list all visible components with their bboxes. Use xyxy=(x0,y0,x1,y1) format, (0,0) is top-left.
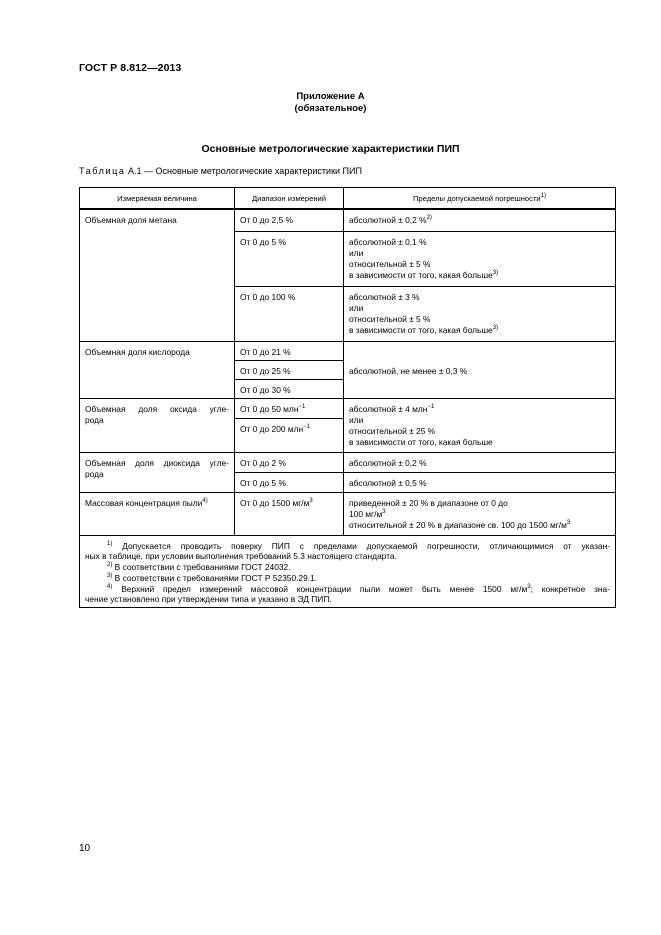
table-caption-number: А.1 xyxy=(128,166,142,176)
cell-oxygen-range-1: От 0 до 21 % xyxy=(235,341,344,360)
cell-oxygen-range-3: От 0 до 30 % xyxy=(235,379,344,398)
cell-co-error: абсолютной ± 4 млн$^{-1}$ или относительной ± 25 % в зависимости от того, какая больше xyxy=(344,398,616,452)
cell-co-range-2: От 0 до 200 млн$^{-1}$ xyxy=(235,418,344,452)
cell-methane-name: Объемная доля метана xyxy=(80,209,235,341)
note-1: $^{1)}$ Допускается проводить поверку ПИП с пределами допускаемой погрешности, отличающимися от указан- xyxy=(107,540,610,551)
table-header-row xyxy=(80,188,616,210)
table-row xyxy=(80,341,616,360)
appendix-subtitle: (обязательное) xyxy=(294,103,367,114)
cell-co2-range-2: От 0 до 5 % xyxy=(235,472,344,492)
page-number: 10 xyxy=(79,843,91,854)
cell-co2-range-1: От 0 до 2 % xyxy=(235,452,344,472)
table-row xyxy=(80,492,616,535)
appendix-heading xyxy=(0,91,661,115)
cell-co2-error-1: абсолютной ± 0,2 % xyxy=(344,452,616,472)
cell-dust-range: От 0 до 1500 $мг/м^3$ xyxy=(235,492,344,535)
header-error-limits: Пределы допускаемой погрешности$^{1)}$ xyxy=(344,188,616,210)
appendix-title: Приложение А xyxy=(296,91,365,102)
section-title: Основные метрологические характеристики ПИП xyxy=(201,143,460,155)
note-1-continued: ных в таблице, при условии выполнения требований 5.3 настоящего стандарта. xyxy=(85,551,397,562)
cell-methane-range-1: От 0 до 2,5 % xyxy=(235,209,344,231)
cell-dust-name: Массовая концентрация пыли$^{4)}$ xyxy=(80,492,235,535)
document-code: ГОСТ Р 8.812—2013 xyxy=(79,62,182,74)
cell-co2-error-2: абсолютной ± 0,5 % xyxy=(344,472,616,492)
header-range: Диапазон измерений xyxy=(235,188,344,210)
cell-oxygen-name: Объемная доля кислорода xyxy=(80,341,235,398)
cell-dust-error: приведенной ± 20 % в диапазоне от 0 до 100 $мг/м^3$ относительной ± 20 % в диапазоне св. 100 до 1500 $мг/м^3$ xyxy=(344,492,616,535)
table-notes-row xyxy=(80,535,616,608)
table-row xyxy=(80,452,616,472)
cell-methane-range-2: От 0 до 5 % xyxy=(235,231,344,286)
cell-methane-error-1: абсолютной ± 0,2 %$^{2)}$ xyxy=(344,209,616,231)
note-2: $^{2)}$ В соответствии с требованиями ГОСТ 24032. xyxy=(107,562,291,573)
cell-methane-error-3: абсолютной ± 3 % или относительной ± 5 % в зависимости от того, какая больше$^{3)}$ xyxy=(344,286,616,341)
table-notes xyxy=(80,535,616,608)
cell-oxygen-error: абсолютной, не менее ± 0,3 % xyxy=(344,341,616,398)
table-caption-prefix: Таблица xyxy=(79,166,126,176)
note-3: $^{3)}$ В соответствии с требованиями ГОСТ Р 52350.29.1. xyxy=(107,572,318,583)
note-4-continued: чение установлено при утверждении типа и указано в ЭД ПИП. xyxy=(85,594,332,605)
table-caption-text: — Основные метрологические характеристики ПИП xyxy=(144,166,362,176)
metrology-table xyxy=(79,187,616,608)
table-caption xyxy=(79,166,362,176)
table-row xyxy=(80,209,616,231)
cell-co-name: Объемная доля оксида угле- рода xyxy=(80,398,235,452)
cell-co-range-1: От 0 до 50 млн$^{-1}$ xyxy=(235,398,344,418)
cell-methane-range-3: От 0 до 100 % xyxy=(235,286,344,341)
cell-methane-error-2: абсолютной ± 0,1 % или относительной ± 5 % в зависимости от того, какая больше$^{3)}$ xyxy=(344,231,616,286)
cell-oxygen-range-2: От 0 до 25 % xyxy=(235,360,344,379)
header-quantity: Измеряемая величина xyxy=(80,188,235,210)
cell-co2-name: Объемная доля диоксида угле- рода xyxy=(80,452,235,492)
table-row xyxy=(80,398,616,418)
note-4: $^{4)}$ Верхний предел измерений массовой концентрации пыли может быть менее 1500 $мг/м^3$; конкретное зна- xyxy=(107,583,610,594)
